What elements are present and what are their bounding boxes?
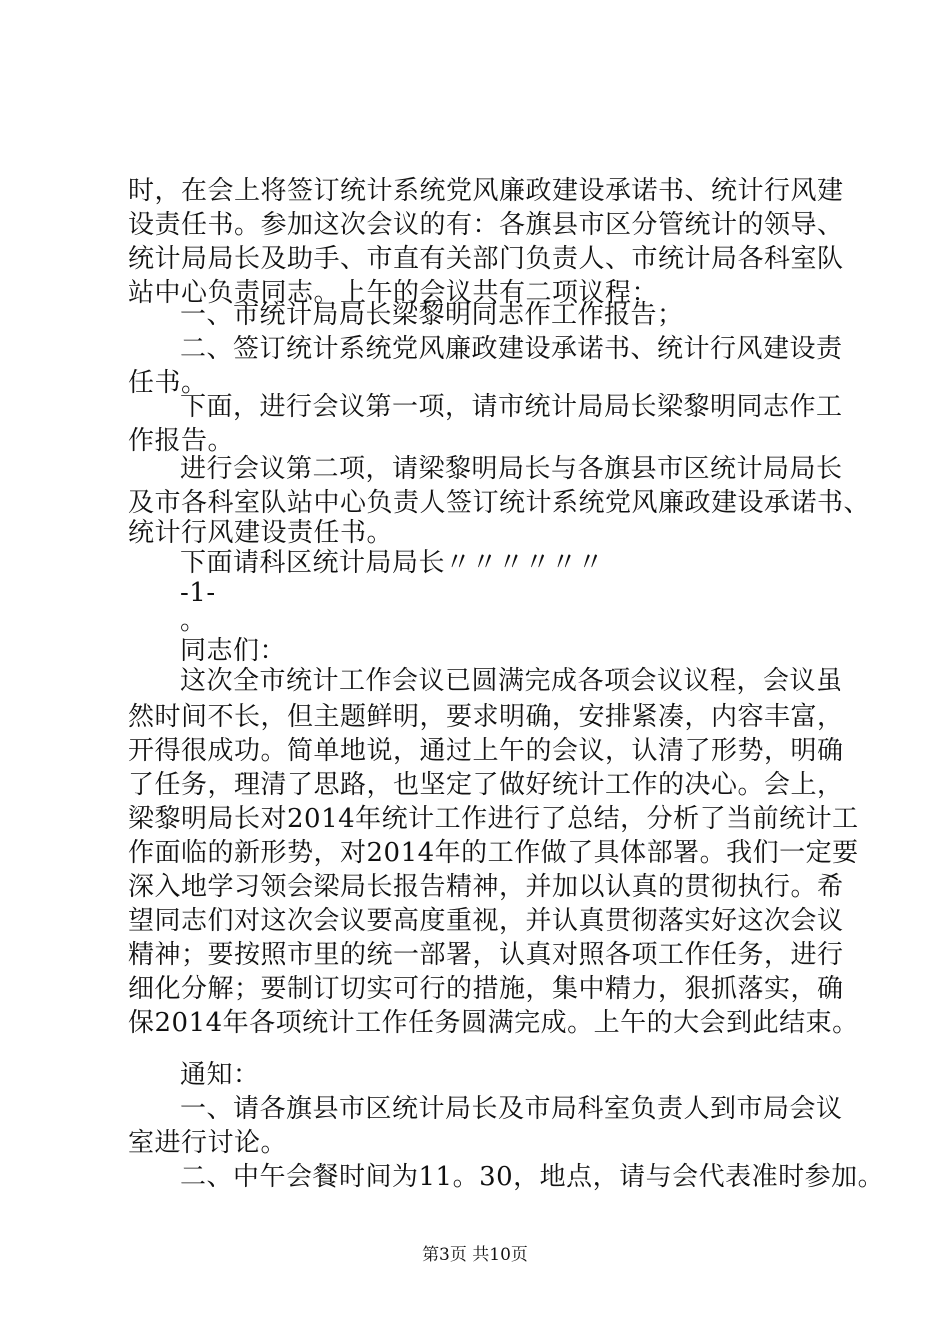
text-line: 室进行讨论。 [128, 1128, 288, 1158]
text-line: 任书。 [128, 368, 208, 398]
text-line: 望同志们对这次会议要高度重视，并认真贯彻落实好这次会议 [128, 906, 844, 936]
text-line: 保2014年各项统计工作任务圆满完成。上午的大会到此结束。 [128, 1008, 859, 1038]
text-line: 细化分解；要制订切实可行的措施，集中精力，狠抓落实，确 [128, 974, 844, 1004]
text-line: 进行会议第二项，请梁黎明局长与各旗县市区统计局局长 [180, 454, 843, 484]
text-line: 深入地学习领会梁局长报告精神，并加以认真的贯彻执行。希 [128, 872, 844, 902]
salutation: 同志们： [180, 636, 287, 666]
text-line: 站中心负责同志。上午的会议共有二项议程： [128, 278, 659, 308]
text-line: 一、请各旗县市区统计局长及市局科室负责人到市局会议 [180, 1094, 843, 1124]
text-line: 。 [180, 606, 207, 636]
text-line: 时，在会上将签订统计系统党风廉政建设承诺书、统计行风建 [128, 176, 844, 206]
text-line: 精神；要按照市里的统一部署，认真对照各项工作任务，进行 [128, 940, 844, 970]
text-line: 一、市统计局局长梁黎明同志作工作报告； [180, 300, 684, 330]
page-marker: -1- [180, 578, 216, 608]
text-line: 二、中午会餐时间为11。30，地点，请与会代表准时参加。 [180, 1162, 885, 1192]
page-footer: 第3页 共10页 [422, 1245, 528, 1265]
text-line: 统计局局长及助手、市直有关部门负责人、市统计局各科室队 [128, 244, 844, 274]
text-line: 设责任书。参加这次会议的有：各旗县市区分管统计的领导、 [128, 210, 844, 240]
text-line: 下面，进行会议第一项，请市统计局局长梁黎明同志作工 [180, 392, 843, 422]
text-line: 这次全市统计工作会议已圆满完成各项会议议程，会议虽 [180, 666, 843, 696]
text-line: 二、签订统计系统党风廉政建设承诺书、统计行风建设责 [180, 334, 843, 364]
text-line: 及市各科室队站中心负责人签订统计系统党风廉政建设承诺书、 [128, 488, 871, 518]
text-line: 开得很成功。简单地说，通过上午的会议，认清了形势，明确 [128, 736, 844, 766]
text-line: 作报告。 [128, 426, 235, 456]
text-line: 梁黎明局长对2014年统计工作进行了总结，分析了当前统计工 [128, 804, 859, 834]
text-line: 作面临的新形势，对2014年的工作做了具体部署。我们一定要 [128, 838, 859, 868]
text-line: 然时间不长，但主题鲜明，要求明确，安排紧凑，内容丰富， [128, 702, 844, 732]
text-line: 统计行风建设责任书。 [128, 518, 394, 548]
text-line: 下面请科区统计局局长〃〃〃〃〃〃 [180, 548, 605, 578]
notice-heading: 通知： [180, 1060, 260, 1090]
text-line: 了任务，理清了思路，也坚定了做好统计工作的决心。会上， [128, 770, 844, 800]
